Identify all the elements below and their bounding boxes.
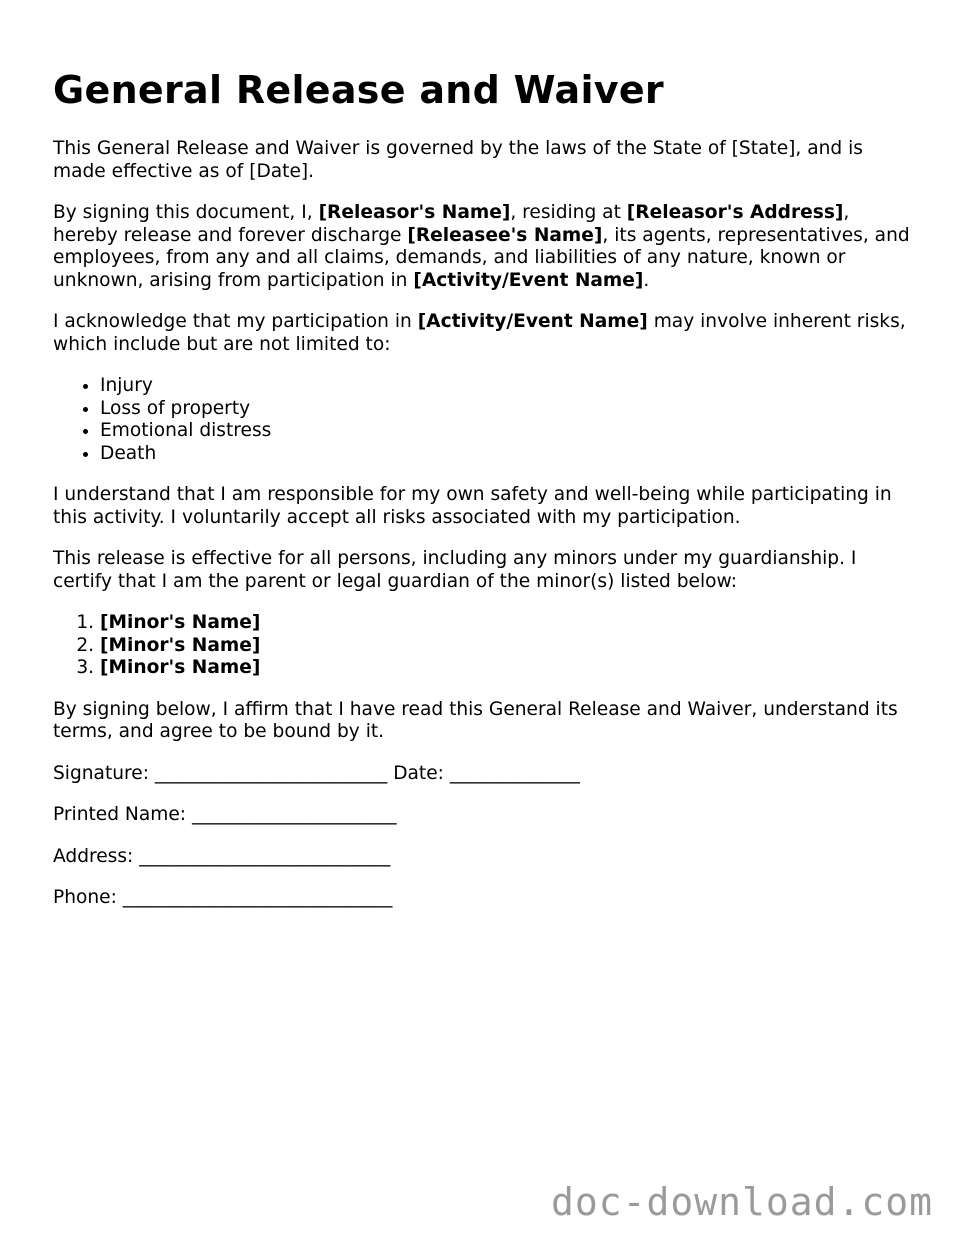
printed-name-line: Printed Name: ______________________ xyxy=(53,804,397,825)
release-text-5: . xyxy=(643,269,650,291)
minor-name-placeholder: [Minor's Name] xyxy=(100,634,261,656)
risk-acknowledgement-paragraph xyxy=(53,311,913,356)
release-text-1: By signing this document, I, xyxy=(53,202,319,223)
document-title: General Release and Waiver xyxy=(53,68,664,112)
affirmation-paragraph: By signing below, I affirm that I have read this General Release and Waiver, understand its terms, and agree to be bound by it. xyxy=(53,698,898,742)
releasee-name-placeholder: [Releasee's Name] xyxy=(407,224,603,246)
watermark: doc-download.com xyxy=(550,1180,933,1224)
releasor-name-placeholder: [Releasor's Name] xyxy=(318,202,511,223)
list-item: • Death xyxy=(100,443,913,466)
risk-text-2: may involve inherent risks, which include but are not limited to: xyxy=(53,311,906,355)
minors-list xyxy=(53,612,913,680)
risk-list xyxy=(53,375,913,465)
phone-line: Phone: _____________________________ xyxy=(53,887,393,908)
governing-law-paragraph: This General Release and Waiver is governed by the laws of the State of [State], and is made effective as of [Date]. xyxy=(53,138,863,182)
list-item xyxy=(100,657,913,680)
list-item: • Loss of property xyxy=(100,398,913,421)
release-text-3: , hereby release and forever discharge xyxy=(53,202,850,246)
minor-name-placeholder: [Minor's Name] xyxy=(100,657,261,678)
minor-name-placeholder: [Minor's Name] xyxy=(100,612,261,633)
list-item: • Emotional distress xyxy=(100,420,913,443)
release-text-4: , its agents, representatives, and employees, from any and all claims, demands, and liabilities of any nature, known or unknown, arising from participation in xyxy=(53,224,910,291)
list-item xyxy=(100,612,913,635)
address-line: Address: ___________________________ xyxy=(53,845,391,867)
responsibility-paragraph: I understand that I am responsible for my own safety and well-being while participating in this activity. I voluntarily accept all risks associated with my participation. xyxy=(53,484,892,528)
list-item: • Injury xyxy=(100,375,913,398)
release-paragraph xyxy=(53,202,913,292)
activity-placeholder: [Activity/Event Name] xyxy=(417,311,648,332)
list-item xyxy=(100,635,913,658)
minors-paragraph: This release is effective for all persons, including any minors under my guardianship. I certify that I am the parent or legal guardian of the minor(s) listed below: xyxy=(53,548,857,592)
signature-date-line: Signature: _________________________ Date: ______________ xyxy=(53,762,580,784)
activity-placeholder: [Activity/Event Name] xyxy=(413,269,644,291)
document-body xyxy=(53,66,913,929)
risk-text-1: I acknowledge that my participation in xyxy=(53,311,418,332)
release-text-2: , residing at xyxy=(510,202,627,223)
releasor-address-placeholder: [Releasor's Address] xyxy=(626,202,844,223)
